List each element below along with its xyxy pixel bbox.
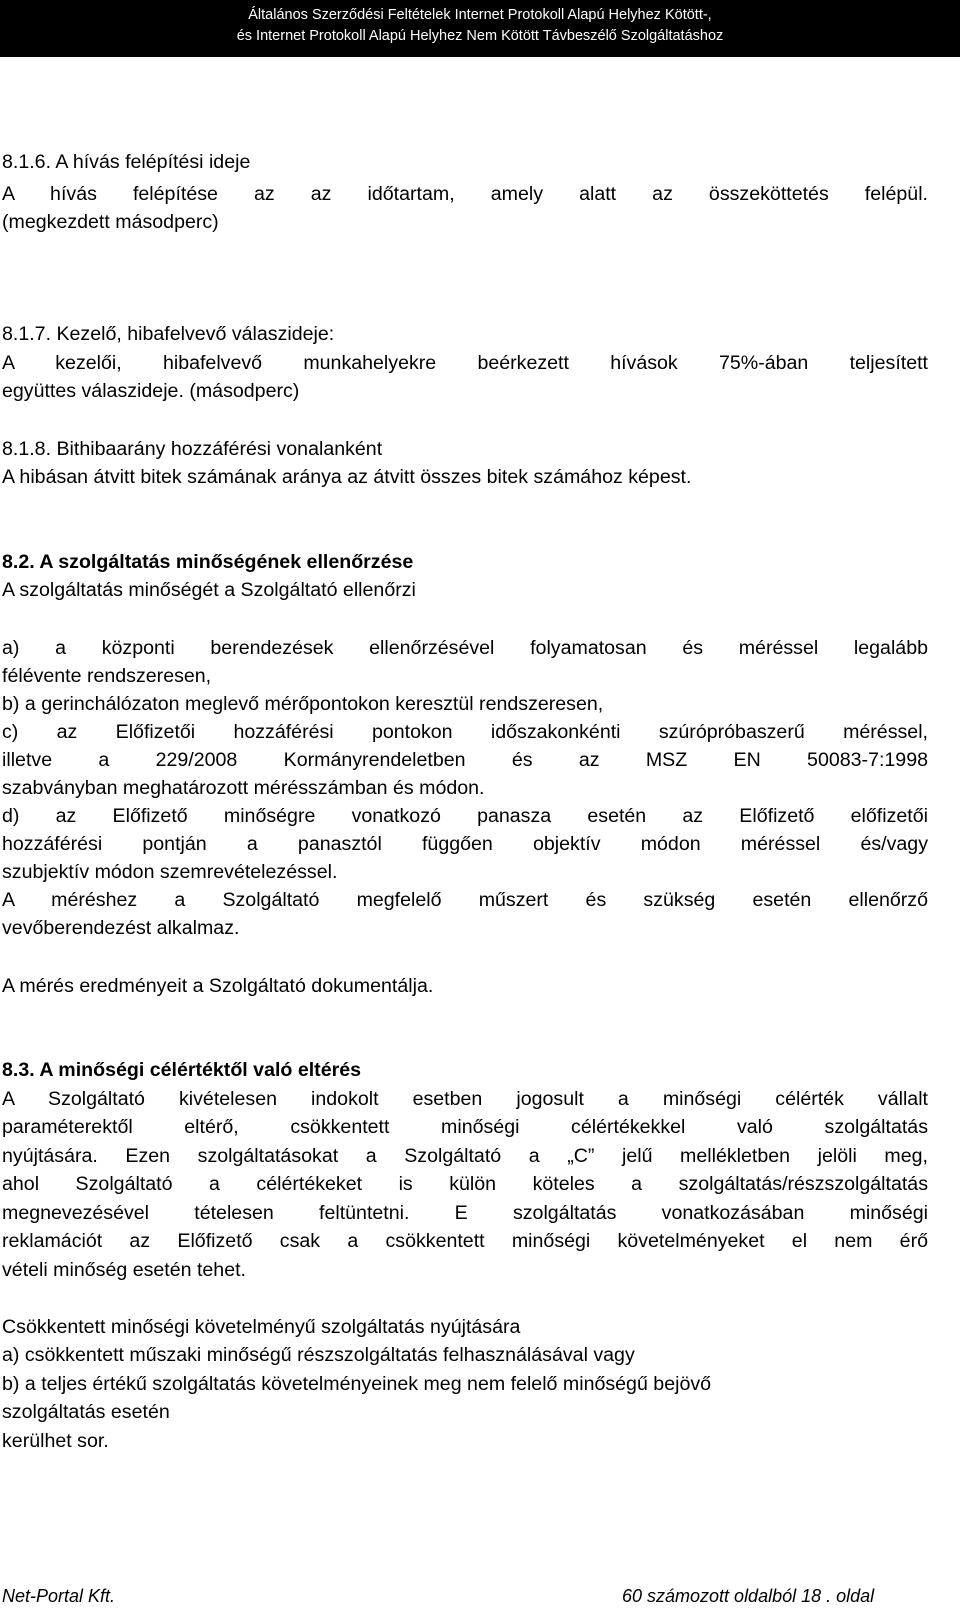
section-82-line: c) az Előfizetői hozzáférési pontokon időszakonkénti szúrópróbaszerű méréssel, bbox=[2, 721, 928, 743]
section-82-line: a) a központi berendezések ellenőrzésével folyamatosan és méréssel legalább bbox=[2, 637, 928, 659]
section-82-line: b) a gerinchálózaton meglevő mérőpontokon keresztül rendszeresen, bbox=[2, 693, 604, 715]
section-82-line: hozzáférési pontján a panasztól függően objektív módon méréssel és/vagy bbox=[2, 833, 928, 855]
header-line-2: és Internet Protokoll Alapú Helyhez Nem Kötött Távbeszélő Szolgáltatáshoz bbox=[236, 28, 724, 44]
section-82-line: d) az Előfizető minőségre vonatkozó panasza esetén az Előfizető előfizetői bbox=[2, 805, 928, 827]
section-83-line: A Szolgáltató kivételesen indokolt esetben jogosult a minőségi célérték vállalt bbox=[2, 1088, 928, 1110]
section-82-line: szubjektív módon szemrevételezéssel. bbox=[2, 861, 338, 883]
section-83-line: nyújtására. Ezen szolgáltatásokat a Szolgáltató a „C” jelű mellékletben jelöli meg, bbox=[2, 1145, 928, 1167]
section-83-p2-line: b) a teljes értékű szolgáltatás követelményeinek meg nem felelő minőségű bejövő bbox=[2, 1373, 712, 1395]
section-83-line: ahol Szolgáltató a célértékeket is külön köteles a szolgáltatás/részszolgáltatás bbox=[2, 1173, 928, 1195]
section-83-p2-line: Csökkentett minőségi követelményű szolgáltatás nyújtására bbox=[2, 1316, 521, 1338]
section-83-p2-line: kerülhet sor. bbox=[2, 1430, 109, 1452]
header-line-1: Általános Szerződési Feltételek Internet Protokoll Alapú Helyhez Kötött-, bbox=[248, 7, 712, 23]
section-82-number: 8.2. bbox=[2, 551, 35, 573]
section-818-title: 8.1.8. Bithibaarány hozzáférési vonalanként bbox=[2, 438, 383, 460]
section-82-line: szabványban meghatározott mérésszámban és módon. bbox=[2, 777, 485, 799]
footer-page-number: 60 számozott oldalból 18 . oldal bbox=[622, 1586, 875, 1606]
section-82-intro: A szolgáltatás minőségét a Szolgáltató ellenőrzi bbox=[2, 579, 416, 601]
section-82-heading bbox=[2, 548, 928, 576]
section-816-line-1: A hívás felépítése az az időtartam, amely alatt az összeköttetés felépül. bbox=[2, 183, 928, 205]
section-83-line: reklamációt az Előfizető csak a csökkentett minőségi követelményeket el nem érő bbox=[2, 1230, 928, 1252]
section-817-title: 8.1.7. Kezelő, hibafelvevő válaszideje: bbox=[2, 323, 335, 345]
section-83-number: 8.3. bbox=[2, 1059, 35, 1081]
section-82-title: A szolgáltatás minőségének ellenőrzése bbox=[39, 551, 414, 573]
section-818-line-1: A hibásan átvitt bitek számának aránya az átvitt összes bitek számához képest. bbox=[2, 466, 692, 488]
section-83-line: megnevezésével tételesen feltüntetni. E szolgáltatás vonatkozásában minőségi bbox=[2, 1202, 928, 1224]
section-83-line: paraméterektől eltérő, csökkentett minőségi célértékekkel való szolgáltatás bbox=[2, 1116, 928, 1138]
section-82-last: A mérés eredményeit a Szolgáltató dokumentálja. bbox=[2, 975, 434, 997]
footer-company: Net-Portal Kft. bbox=[2, 1586, 116, 1606]
document-header bbox=[0, 0, 960, 57]
section-83-p2-line: szolgáltatás esetén bbox=[2, 1401, 170, 1423]
section-82-line: A méréshez a Szolgáltató megfelelő műszert és szükség esetén ellenőrző bbox=[2, 889, 928, 911]
section-82-line: illetve a 229/2008 Kormányrendeletben és az MSZ EN 50083-7:1998 bbox=[2, 749, 928, 771]
section-82-line: vevőberendezést alkalmaz. bbox=[2, 917, 240, 939]
section-83-p2-line: a) csökkentett műszaki minőségű részszolgáltatás felhasználásával vagy bbox=[2, 1344, 635, 1366]
section-816-line-2: (megkezdett másodperc) bbox=[2, 211, 219, 233]
section-83-line: vételi minőség esetén tehet. bbox=[2, 1259, 246, 1281]
document-footer bbox=[0, 1586, 960, 1612]
section-817-line-1: A kezelői, hibafelvevő munkahelyekre beérkezett hívások 75%-ában teljesített bbox=[2, 352, 928, 374]
section-83-title: A minőségi célértéktől való eltérés bbox=[39, 1059, 362, 1081]
section-82-line: félévente rendszeresen, bbox=[2, 665, 212, 687]
section-816-title: 8.1.6. A hívás felépítési ideje bbox=[2, 151, 251, 173]
section-83-heading bbox=[2, 1056, 928, 1084]
section-817-line-2: együttes válaszideje. (másodperc) bbox=[2, 380, 300, 402]
